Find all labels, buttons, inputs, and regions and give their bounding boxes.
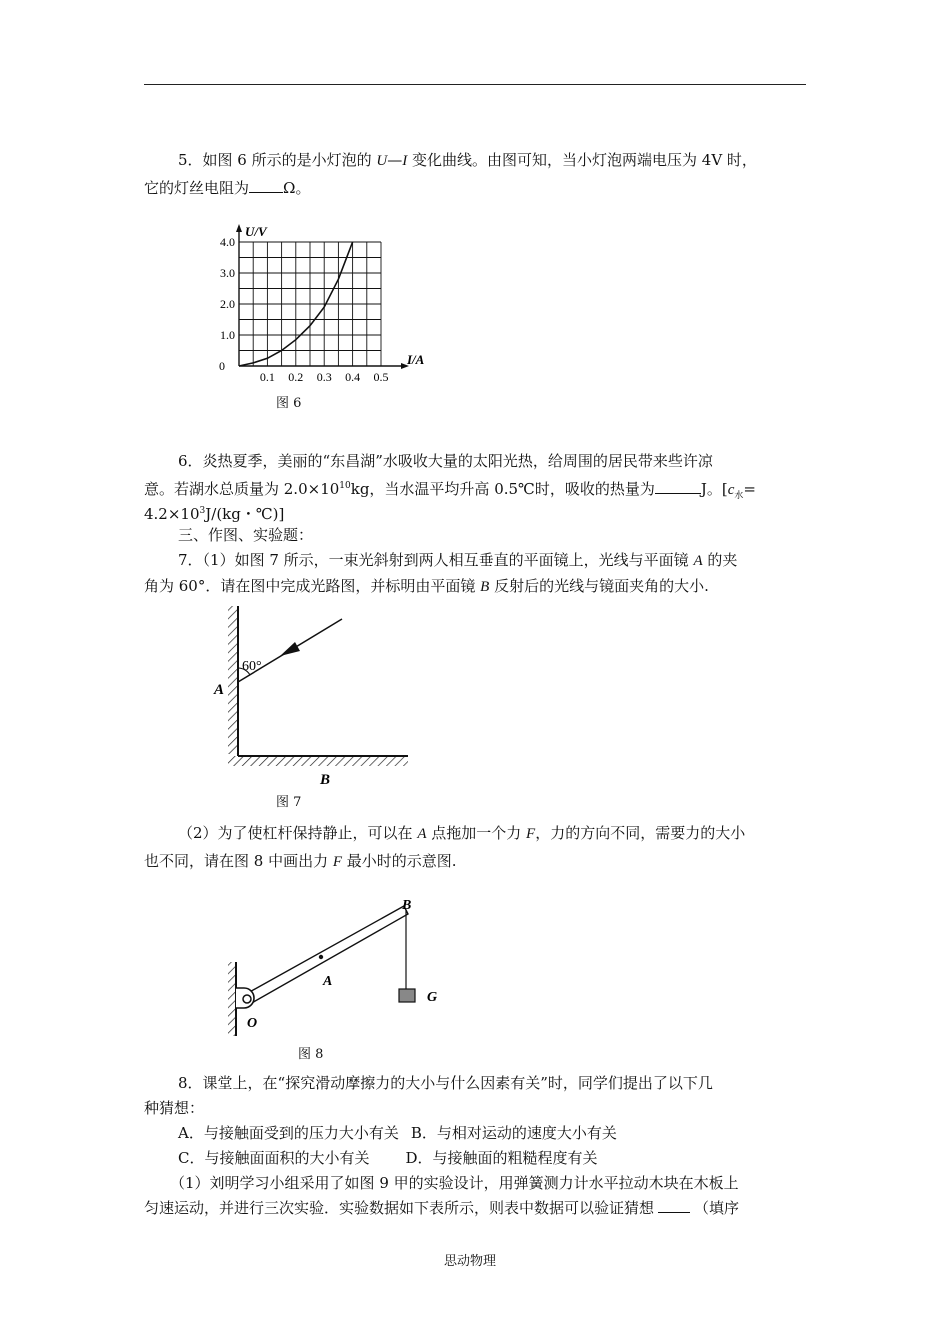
q7-2-line-2: 也不同，请在图 8 中画出力 F 最小时的示意图. (144, 852, 457, 870)
q5-line-2: 它的灯丝电阻为 Ω。 (144, 179, 311, 197)
q6-line-3: $4.2\times 10^3J/(kg$・℃)] (144, 505, 285, 523)
answer-blank-q8[interactable] (658, 1198, 690, 1213)
q6-line-2: 意。若湖水总质量为 $2.0\times 10^{10}kg$，当水温平均升高 0.5℃时，吸收的热量为 J。[$c_水=$ (144, 480, 756, 501)
q8-part1-line-2: 匀速运动，并进行三次实验．实验数据如下表所示，则表中数据可以验证猜想 （填序 (144, 1199, 740, 1217)
option-b: B．与相对运动的速度大小有关 (410, 1124, 617, 1142)
x-tick-label: 0.1 (259, 370, 275, 384)
q6-line-1: 6．炎热夏季，美丽的“东昌湖”水吸收大量的太阳光热，给周围的居民带来些许凉 (178, 452, 713, 470)
figure-6-ui-chart (200, 208, 460, 388)
q5-line-1: 5．如图 6 所示的是小灯泡的 U—I 变化曲线。由图可知，当小灯泡两端电压为 4V 时， (178, 151, 757, 169)
y-tick-label: 2.0 (220, 297, 235, 311)
mirror-a-hatching (228, 606, 238, 754)
label-g: G (427, 990, 438, 1005)
q8-line-2: 种猜想： (144, 1099, 205, 1117)
x-tick-label: 0.4 (345, 370, 361, 384)
y-tick-label: 1.0 (220, 328, 235, 342)
label-b: B (320, 772, 331, 788)
q8-part1-line-1: （1）刘明学习小组采用了如图 9 甲的实验设计，用弹簧测力计水平拉动木块在木板上 (170, 1174, 739, 1192)
mirror-b-hatching (228, 756, 408, 766)
y-axis-label: U/V (245, 224, 267, 239)
option-d: D．与接触面的粗糙程度有关 (405, 1149, 598, 1167)
ray-arrow-icon (280, 642, 300, 656)
x-tick-label: 0.3 (316, 370, 332, 384)
section-3-heading: 三、作图、实验题： (178, 526, 314, 544)
weight-g (399, 989, 415, 1002)
figure-6-caption: 图 6 (276, 396, 302, 411)
x-tick-label: 0.5 (373, 370, 389, 384)
figure-8-caption: 图 8 (298, 1047, 324, 1062)
label-o: O (247, 1016, 258, 1031)
header-rule (144, 84, 806, 85)
label-a: A (214, 682, 225, 698)
pivot-o (243, 995, 251, 1003)
label-a: A (323, 974, 333, 989)
lever-bar (246, 906, 408, 1004)
q7-2-line-1: （2）为了使杠杆保持静止，可以在 A 点拖加一个力 F，力的方向不同，需要力的大小 (178, 824, 746, 842)
angle-label: 60° (242, 659, 262, 674)
q8-options-ab (178, 1123, 848, 1143)
figure-7-caption: 图 7 (276, 795, 302, 810)
q7-line-1: 7．（1）如图 7 所示，一束光斜射到两人相互垂直的平面镜上，光线与平面镜 A 的夹 (178, 551, 738, 569)
q7-line-2: 角为 60°．请在图中完成光路图，并标明由平面镜 B 反射后的光线与镜面夹角的大小. (144, 577, 709, 595)
y-tick-label: 4.0 (220, 235, 235, 249)
option-a: A．与接触面受到的压力大小有关 (178, 1124, 399, 1142)
option-c: C．与接触面面积的大小有关 (178, 1149, 370, 1167)
figure-8-lever (220, 888, 460, 1038)
x-tick-label: 0.2 (288, 370, 304, 384)
wall-hatching (228, 962, 236, 1036)
figure-7-mirrors (200, 604, 430, 790)
q8-options-cd (178, 1148, 848, 1168)
page-footer: 思动物理 (444, 1254, 497, 1269)
answer-blank-q6[interactable] (655, 479, 701, 494)
x-axis-label: I/A (407, 352, 425, 367)
y-tick-label: 3.0 (220, 266, 235, 280)
answer-blank-q5[interactable] (249, 178, 283, 193)
q8-line-1: 8．课堂上，在“探究滑动摩擦力的大小与什么因素有关”时，同学们提出了以下几 (178, 1074, 713, 1092)
origin-label: 0 (219, 359, 225, 373)
point-a (319, 955, 323, 959)
y-axis-arrow-icon (236, 224, 242, 232)
label-b: B (402, 898, 412, 913)
